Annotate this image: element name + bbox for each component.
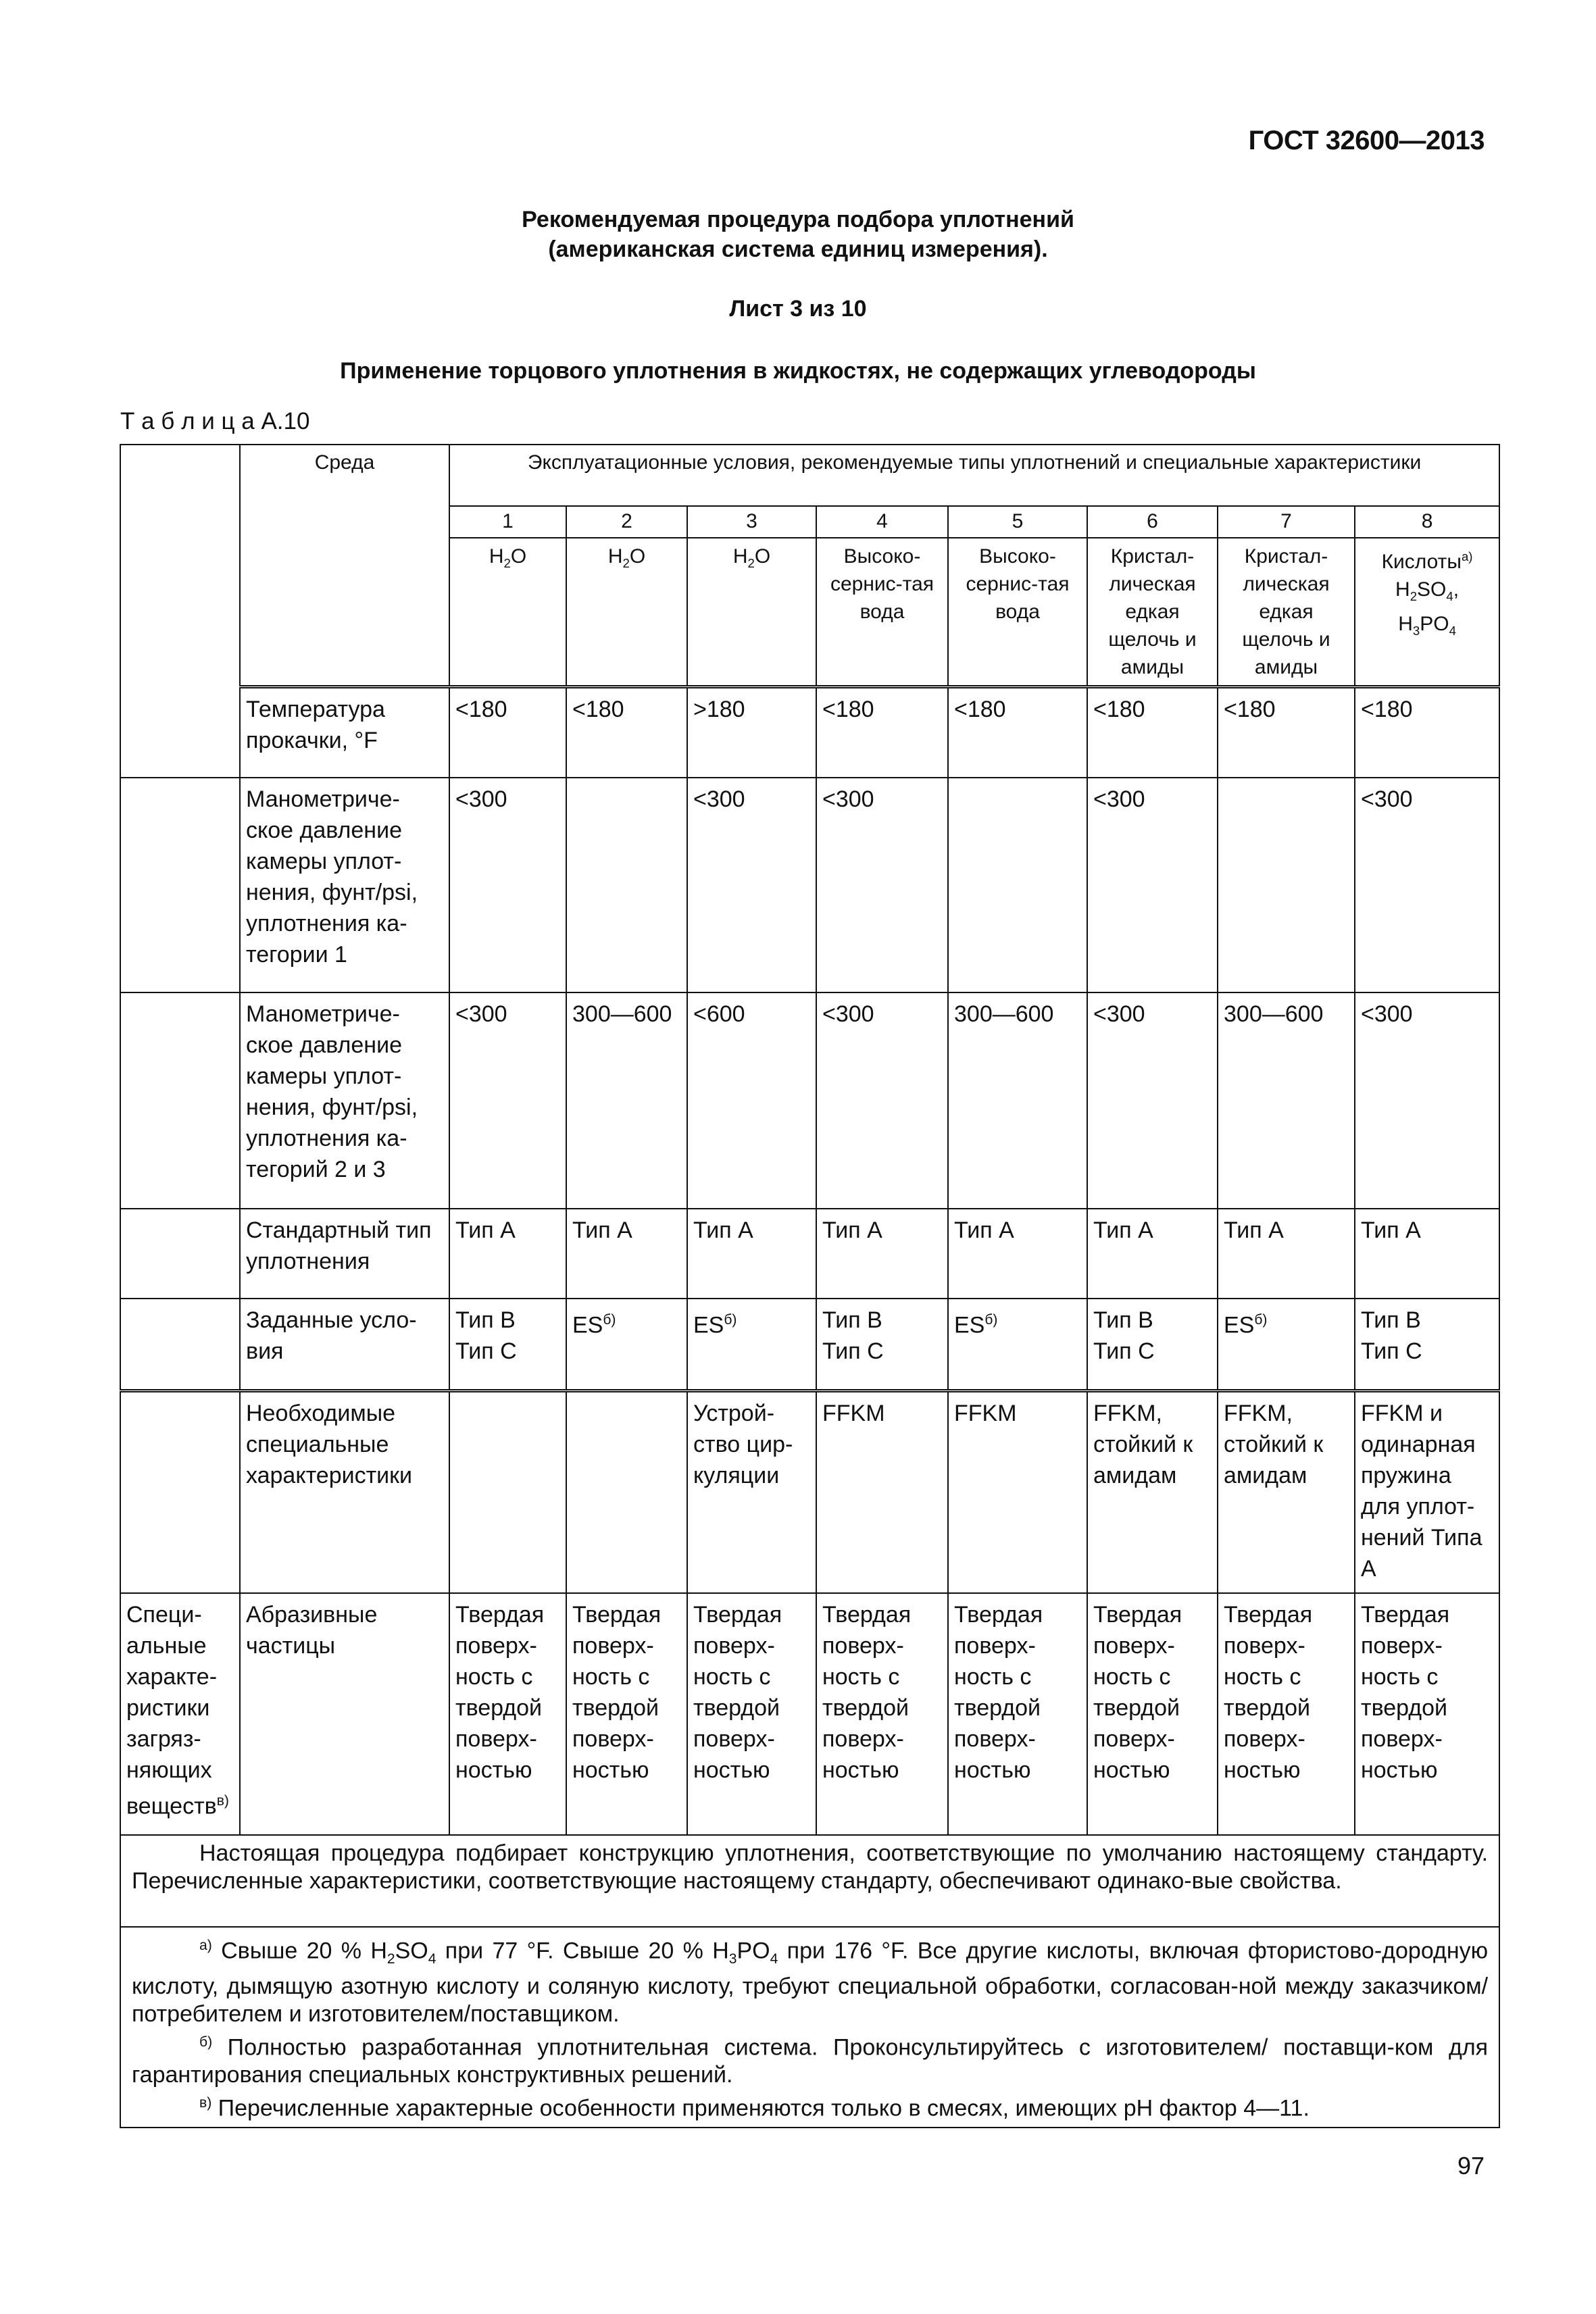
row-label-temperature: Температура прокачки, °F	[240, 687, 449, 778]
cell-temperature: <180	[566, 687, 687, 778]
page-number: 97	[1457, 2152, 1485, 2180]
cell-standard-type: Тип А	[1087, 1209, 1218, 1299]
cell-abrasive: Твердая поверх-ность с твердой поверх-ностью	[948, 1593, 1087, 1835]
title-line-2: (американская система единиц измерения).	[548, 236, 1048, 262]
cell-pressure-cat1	[948, 778, 1087, 992]
col-number: 8	[1355, 506, 1499, 538]
cell-standard-type: Тип А	[948, 1209, 1087, 1299]
cell-standard-type: Тип А	[566, 1209, 687, 1299]
cell-pressure-cat23: <600	[687, 992, 816, 1209]
row-label-specified: Заданные усло-вия	[240, 1299, 449, 1391]
cell-specified: $ES^{б)}$	[687, 1299, 816, 1391]
cell-special-required: FFKM, стойкий к амидам	[1087, 1391, 1218, 1594]
footnote-a: $^{а)}$ Свыше 20 % $H_2SO_4$ при 77 °F. Свыше 20 % $H_3PO_4$ при 176 °F. Все другие кислоты, включая фтористово-дородную кислоту, дымящую азотную кислоту и соляную кислоту, требуют специальной обработки, согласован-ной между заказчиком/потребителем и изготовителем/поставщиком.	[132, 1938, 1489, 2028]
cell-standard-type: Тип А	[1355, 1209, 1499, 1299]
col-number: 3	[687, 506, 816, 538]
table-note: Настоящая процедура подбирает конструкцию уплотнения, соответствующие по умолчанию настоящему стандарту. Перечисленные характеристики, соответствующие настоящему стандарту, обеспечивают одинако-вые свойства.	[120, 1835, 1499, 1927]
cell-specified: Тип В Тип С	[816, 1299, 948, 1391]
col-number: 2	[566, 506, 687, 538]
cell-pressure-cat1	[566, 778, 687, 992]
cell-temperature: <180	[1218, 687, 1355, 778]
cell-abrasive: Твердая поверх-ность с твердой поверх-ностью	[816, 1593, 948, 1835]
table-footnotes	[120, 1927, 1499, 2128]
col-number: 5	[948, 506, 1087, 538]
cell-temperature: >180	[687, 687, 816, 778]
row-label-abrasive: Абразивные частицы	[240, 1593, 449, 1835]
cell-temperature: <180	[1087, 687, 1218, 778]
cell-abrasive: Твердая поверх-ность с твердой поверх-ностью	[1218, 1593, 1355, 1835]
medium-water: $H_2O$	[449, 538, 566, 687]
cell-pressure-cat23: 300—600	[1218, 992, 1355, 1209]
medium-caustic: Кристал-лическая едкая щелочь и амиды	[1087, 538, 1218, 687]
col-header-medium: Среда	[240, 445, 449, 687]
cell-pressure-cat1: <300	[816, 778, 948, 992]
cell-special-required	[566, 1391, 687, 1594]
cell-pressure-cat23: <300	[1087, 992, 1218, 1209]
cell-pressure-cat1	[1218, 778, 1355, 992]
document-code: ГОСТ 32600—2013	[1248, 126, 1485, 155]
cell-abrasive: Твердая поверх-ность с твердой поверх-ностью	[566, 1593, 687, 1835]
cell-special-required: FFKM, стойкий к амидам	[1218, 1391, 1355, 1594]
cell-specified: $ES^{б)}$	[566, 1299, 687, 1391]
cell-abrasive: Твердая поверх-ность с твердой поверх-ностью	[449, 1593, 566, 1835]
cell-specified: Тип В Тип С	[1355, 1299, 1499, 1391]
cell-specified: Тип В Тип С	[449, 1299, 566, 1391]
cell-specified: Тип В Тип С	[1087, 1299, 1218, 1391]
medium-caustic: Кристал-лическая едкая щелочь и амиды	[1218, 538, 1355, 687]
cell-abrasive: Твердая поверх-ность с твердой поверх-ностью	[1355, 1593, 1499, 1835]
cell-standard-type: Тип А	[816, 1209, 948, 1299]
group-label-empty	[120, 445, 240, 778]
cell-pressure-cat23: <300	[449, 992, 566, 1209]
cell-special-required: FFKM	[816, 1391, 948, 1594]
group-label-empty	[120, 1209, 240, 1299]
col-number: 4	[816, 506, 948, 538]
cell-abrasive: Твердая поверх-ность с твердой поверх-ностью	[1087, 1593, 1218, 1835]
medium-acids: Кислоты$^{а)}$ $H_2SO_4$, $H_3PO_4$	[1355, 538, 1499, 687]
medium-water: $H_2O$	[687, 538, 816, 687]
cell-special-required: Устрой-ство цир-куляции	[687, 1391, 816, 1594]
cell-temperature: <180	[449, 687, 566, 778]
cell-specified: $ES^{б)}$	[1218, 1299, 1355, 1391]
cell-pressure-cat1: <300	[1087, 778, 1218, 992]
group-label-empty	[120, 1391, 240, 1594]
cell-pressure-cat23: 300—600	[948, 992, 1087, 1209]
cell-standard-type: Тип А	[1218, 1209, 1355, 1299]
medium-water: $H_2O$	[566, 538, 687, 687]
group-label-contaminants: Специ-альные характе-ристики загряз-няющих веществ$^{в)}$	[120, 1593, 240, 1835]
cell-pressure-cat23: <300	[1355, 992, 1499, 1209]
cell-abrasive: Твердая поверх-ность с твердой поверх-ностью	[687, 1593, 816, 1835]
footnote-c: $^{в)}$ Перечисленные характерные особенности применяются только в смесях, имеющих pH фактор 4—11.	[199, 2095, 1310, 2121]
cell-pressure-cat1: <300	[1355, 778, 1499, 992]
row-label-special-required: Необходимые специальные характеристики	[240, 1391, 449, 1594]
footnote-b: $^{б)}$ Полностью разработанная уплотнительная система. Проконсультируйтесь с изготовителем/ поставщи-ком для гарантирования специальных конструктивных решений.	[132, 2034, 1489, 2088]
col-number: 7	[1218, 506, 1355, 538]
cell-pressure-cat23: 300—600	[566, 992, 687, 1209]
group-label-empty	[120, 1299, 240, 1391]
cell-pressure-cat1: <300	[687, 778, 816, 992]
col-number: 1	[449, 506, 566, 538]
cell-special-required: FFKM	[948, 1391, 1087, 1594]
medium-sour-water: Высоко-сернис-тая вода	[816, 538, 948, 687]
subtitle: Применение торцового уплотнения в жидкостях, не содержащих углеводороды	[340, 358, 1256, 384]
col-number: 6	[1087, 506, 1218, 538]
cell-pressure-cat1: <300	[449, 778, 566, 992]
cell-standard-type: Тип А	[449, 1209, 566, 1299]
medium-sour-water: Высоко-сернис-тая вода	[948, 538, 1087, 687]
cell-special-required: FFKM и одинарная пружина для уплот-нений Типа А	[1355, 1391, 1499, 1594]
cell-pressure-cat23: <300	[816, 992, 948, 1209]
seal-selection-table	[120, 444, 1500, 2128]
table-label: Т а б л и ц а А.10	[120, 408, 310, 434]
row-label-standard-type: Стандартный тип уплотнения	[240, 1209, 449, 1299]
col-header-conditions: Эксплуатационные условия, рекомендуемые типы уплотнений и специальные характеристики	[449, 445, 1499, 506]
sheet-number: Лист 3 из 10	[729, 296, 867, 322]
row-label-pressure-cat1: Манометриче-ское давление камеры уплот-нения, фунт/psi, уплотнения ка-тегории 1	[240, 778, 449, 992]
cell-specified: $ES^{б)}$	[948, 1299, 1087, 1391]
group-label-empty	[120, 778, 240, 992]
cell-temperature: <180	[816, 687, 948, 778]
cell-temperature: <180	[1355, 687, 1499, 778]
row-label-pressure-cat23: Манометриче-ское давление камеры уплот-нения, фунт/psi, уплотнения ка-тегорий 2 и 3	[240, 992, 449, 1209]
cell-special-required	[449, 1391, 566, 1594]
group-label-empty	[120, 992, 240, 1209]
title-line-1: Рекомендуемая процедура подбора уплотнений	[522, 207, 1074, 232]
cell-standard-type: Тип А	[687, 1209, 816, 1299]
cell-temperature: <180	[948, 687, 1087, 778]
